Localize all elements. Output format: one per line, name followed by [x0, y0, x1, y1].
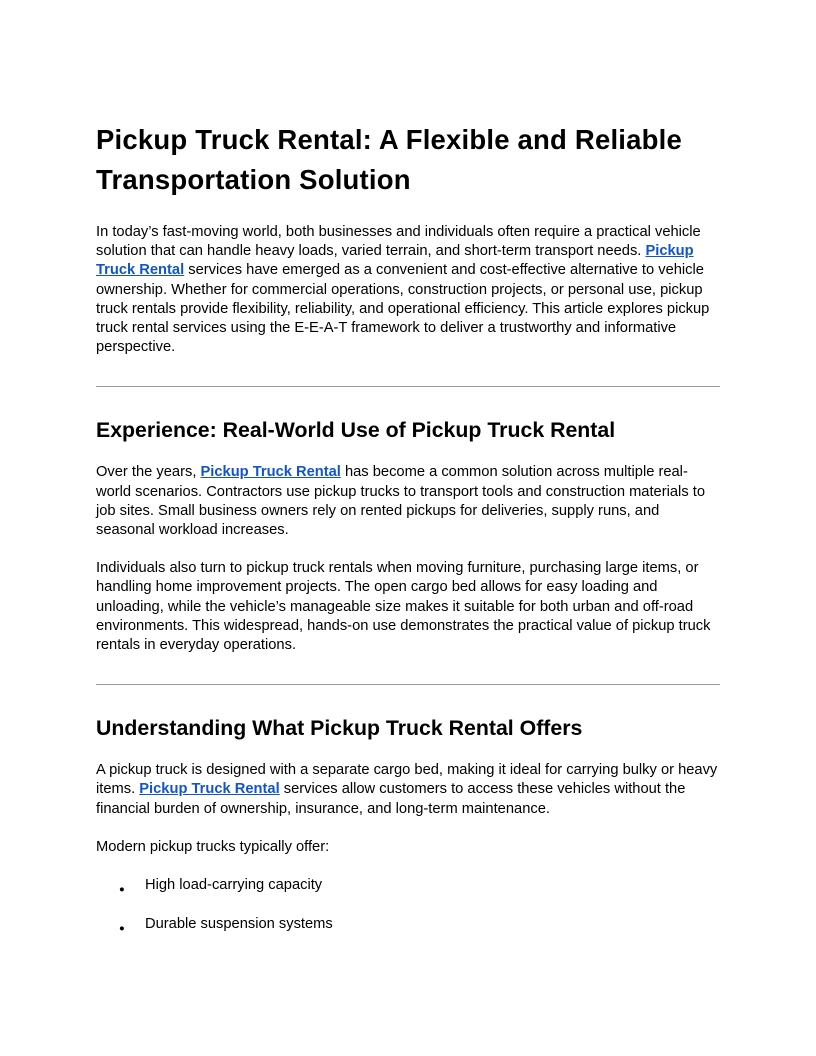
- text-run: has become a common solution across multiple real-world scenarios. Contractors use pickup trucks to transport tools and construction materials to job sites. Small business owners rely on rented pickups for deliveries, supply runs, and seasonal workload increases.: [96, 464, 705, 539]
- intro-paragraph: [96, 223, 720, 357]
- pickup-truck-rental-link[interactable]: Pickup Truck Rental: [139, 781, 280, 798]
- text-run: Over the years,: [96, 464, 201, 481]
- pickup-truck-rental-link[interactable]: Pickup Truck Rental: [200, 464, 341, 481]
- bullet-icon: ●: [119, 922, 125, 934]
- list-item: [96, 876, 720, 895]
- list-item-label: Durable suspension systems: [145, 916, 333, 933]
- understanding-paragraph: [96, 761, 720, 819]
- list-item: [96, 915, 720, 934]
- offers-intro: Modern pickup trucks typically offer:: [96, 838, 330, 855]
- document-title: Pickup Truck Rental: A Flexible and Reliable Transportation Solution: [96, 124, 682, 195]
- text-run: Individuals also turn to pickup truck rentals when moving furniture, purchasing large items, or handling home improvement projects. The open cargo bed allows for easy loading and unloading, while the vehicle’s manageable size makes it suitable for both urban and off-road environments. This widespread, hands-on use demonstrates the practical value of pickup truck rentals in everyday operations.: [96, 560, 711, 654]
- section-heading-experience: Experience: Real-World Use of Pickup Truck Rental: [96, 418, 616, 443]
- section-divider: [96, 386, 720, 387]
- text-run: In today’s fast-moving world, both businesses and individuals often require a practical vehicle solution that can handle heavy loads, varied terrain, and short-term transport needs.: [96, 224, 701, 260]
- experience-paragraph-2: [96, 559, 720, 655]
- text-run: A pickup truck is designed with a separate cargo bed, making it ideal for carrying bulky or heavy items.: [96, 762, 718, 798]
- list-item-label: High load-carrying capacity: [145, 877, 323, 894]
- pickup-truck-rental-link[interactable]: Pickup Truck Rental: [96, 243, 694, 279]
- bullet-icon: ●: [119, 883, 125, 895]
- text-run: services allow customers to access these vehicles without the financial burden of ownership, insurance, and long-term maintenance.: [96, 781, 686, 817]
- offers-list: [96, 876, 720, 934]
- experience-paragraph-1: [96, 463, 720, 540]
- section-divider: [96, 684, 720, 685]
- section-heading-understanding: Understanding What Pickup Truck Rental Offers: [96, 716, 583, 741]
- text-run: services have emerged as a convenient and cost-effective alternative to vehicle ownership. Whether for commercial operations, construction projects, or personal use, pickup truck rentals provide flexibility, reliability, and operational efficiency. This article explores pickup truck rental services using the E-E-A-T framework to deliver a trustworthy and informative perspective.: [96, 262, 710, 356]
